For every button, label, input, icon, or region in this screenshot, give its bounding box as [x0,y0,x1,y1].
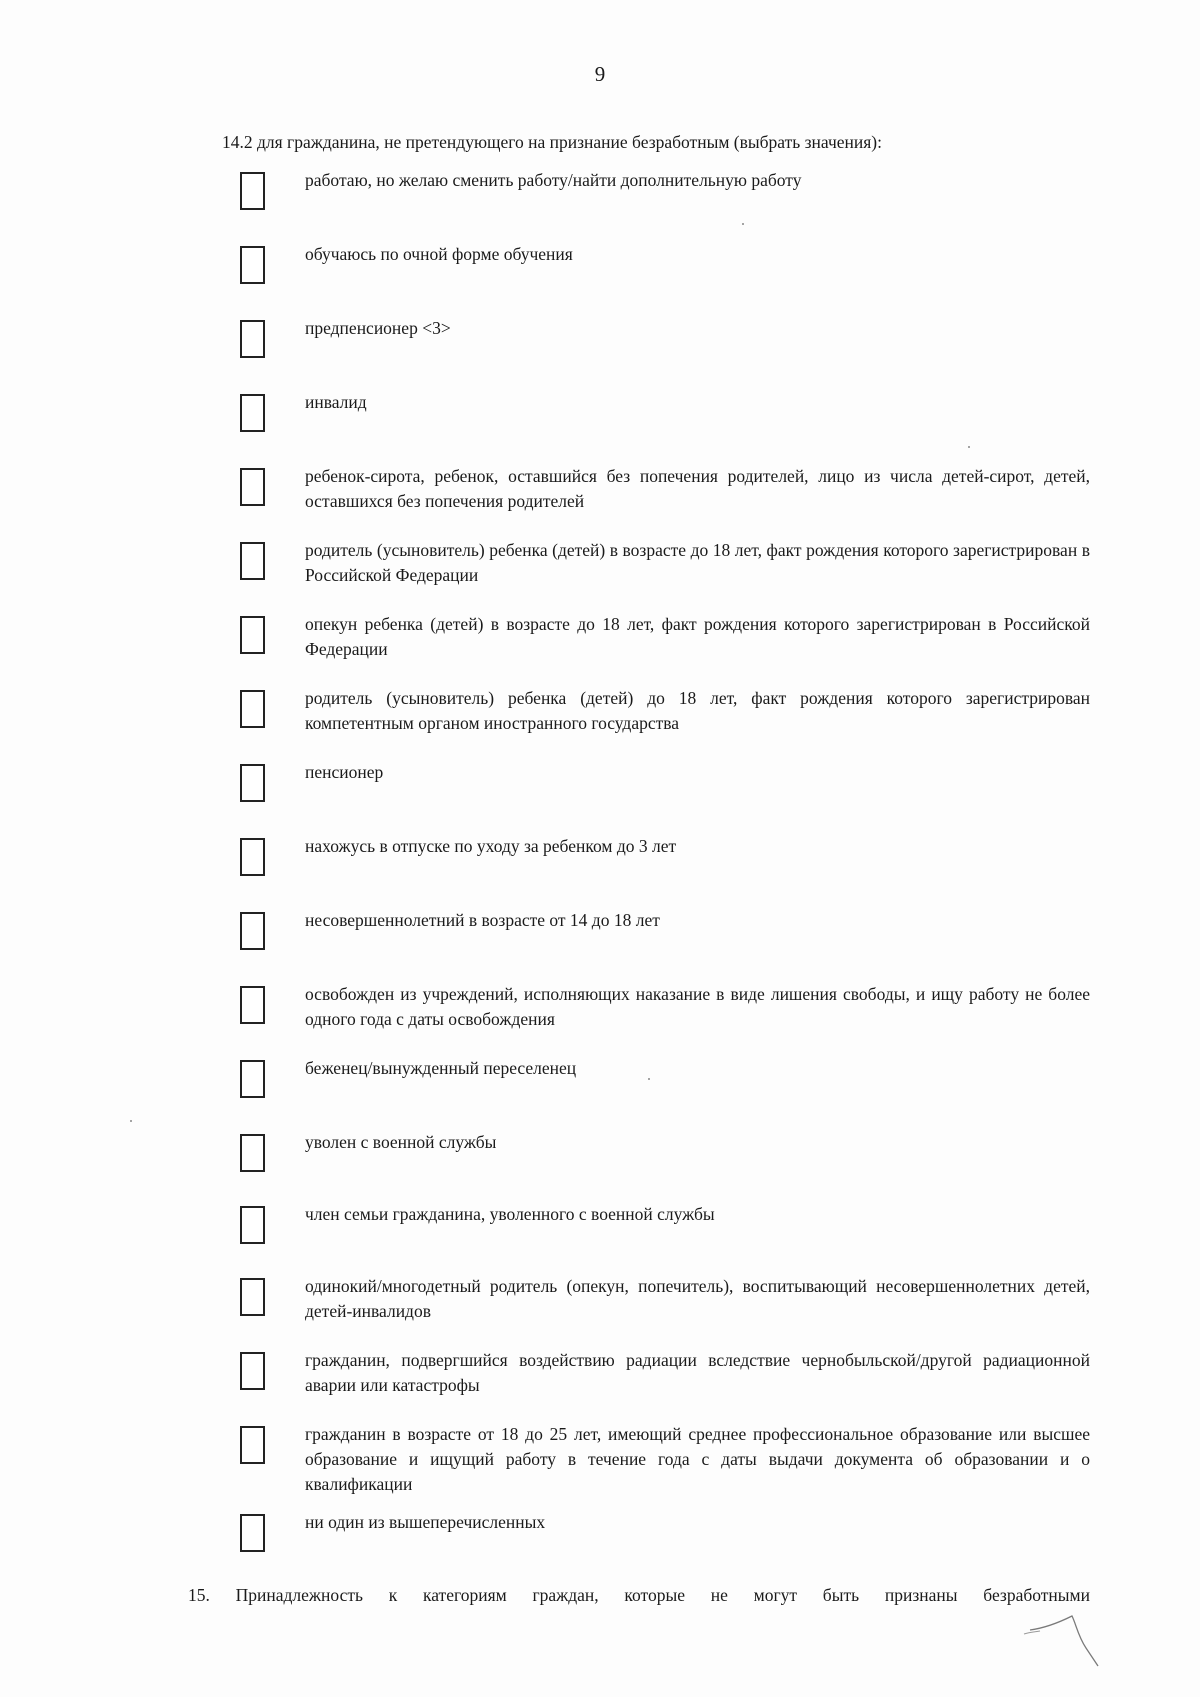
option-label: обучаюсь по очной форме обучения [305,244,573,264]
option-label: освобожден из учреждений, исполняющих наказание в виде лишения свободы, и ищу работу не более одного года с даты освобождения [305,984,1090,1029]
option-label: работаю, но желаю сменить работу/найти дополнительную работу [305,170,802,190]
option-label: одинокий/многодетный родитель (опекун, попечитель), воспитывающий несовершеннолетних детей, детей-инвалидов [305,1276,1090,1321]
option-label: несовершеннолетний в возрасте от 14 до 18 лет [305,910,660,930]
option-checkbox[interactable] [240,690,265,728]
option-checkbox[interactable] [240,394,265,432]
option-checkbox[interactable] [240,320,265,358]
option-label: уволен с военной службы [305,1132,497,1152]
option-checkbox[interactable] [240,1060,265,1098]
option-checkbox[interactable] [240,912,265,950]
option-label: родитель (усыновитель) ребенка (детей) в возрасте до 18 лет, факт рождения которого зарегистрирован в Российской Федерации [305,540,1090,585]
option-checkbox[interactable] [240,764,265,802]
section-15-heading: 15. Принадлежность к категориям граждан, которые не могут быть признаны безработными [188,1585,1090,1605]
option-label: ни один из вышеперечисленных [305,1512,546,1532]
option-label: гражданин, подвергшийся воздействию радиации вследствие чернобыльской/другой радиационной аварии или катастрофы [305,1350,1090,1395]
page-number: 9 [594,62,606,86]
option-label: родитель (усыновитель) ребенка (детей) до 18 лет, факт рождения которого зарегистрирован компетентным органом иностранного государства [305,688,1090,733]
section-14-2-heading: 14.2 для гражданина, не претендующего на признание безработным (выбрать значения): [222,132,882,152]
option-checkbox[interactable] [240,468,265,506]
option-checkbox[interactable] [240,246,265,284]
option-checkbox[interactable] [240,1134,265,1172]
option-checkbox[interactable] [240,838,265,876]
option-label: предпенсионер <3> [305,318,451,338]
option-checkbox[interactable] [240,1352,265,1390]
option-label: ребенок-сирота, ребенок, оставшийся без попечения родителей, лицо из числа детей-сирот, детей, оставшихся без попечения родителей [305,466,1090,511]
option-checkbox[interactable] [240,1278,265,1316]
scan-speck [968,446,970,448]
option-label: инвалид [305,392,367,412]
option-label: пенсионер [305,762,384,782]
option-label: гражданин в возрасте от 18 до 25 лет, имеющий среднее профессиональное образование или высшее образование и ищущий работу в течение года с даты выдачи документа об образовании и о квалификации [305,1424,1090,1494]
option-checkbox[interactable] [240,616,265,654]
option-label: член семьи гражданина, уволенного с военной службы [305,1204,715,1224]
option-checkbox[interactable] [240,172,265,210]
option-checkbox[interactable] [240,1514,265,1552]
scan-speck [130,1120,132,1122]
option-checkbox[interactable] [240,986,265,1024]
option-label: нахожусь в отпуске по уходу за ребенком до 3 лет [305,836,677,856]
option-label: беженец/вынужденный переселенец [305,1058,577,1078]
option-label: опекун ребенка (детей) в возрасте до 18 лет, факт рождения которого зарегистрирован в Российской Федерации [305,614,1090,659]
scan-speck [742,223,744,225]
option-checkbox[interactable] [240,542,265,580]
pen-scribble-mark [1020,1610,1100,1670]
option-checkbox[interactable] [240,1206,265,1244]
option-checkbox[interactable] [240,1426,265,1464]
scan-speck [648,1078,650,1080]
